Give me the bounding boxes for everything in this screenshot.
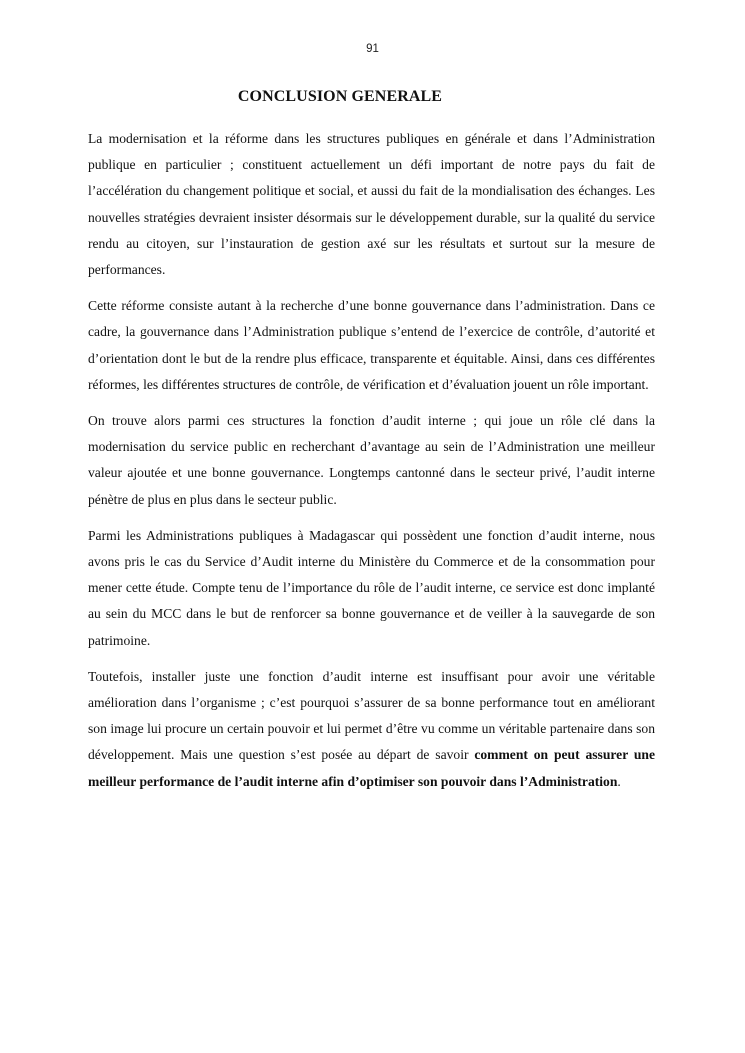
section-title: CONCLUSION GENERALE: [237, 88, 443, 105]
page-number: 91: [366, 43, 379, 55]
paragraph-5-text: Toutefois, installer juste une fonction d’audit interne est insuffisant pour avoir une véritable amélioration dans l’organisme ; c’est pourquoi s’assurer de sa bonne performance tout en améliorant son image lui procure un certain pouvoir et lui permet d’être vu comme un véritable partenaire dans son développement. Mais une question s’est posée au départ de savoir: [88, 668, 655, 763]
paragraph-4: Parmi les Administrations publiques à Madagascar qui possèdent une fonction d’audit interne, nous avons pris le cas du Service d’Audit interne du Ministère du Commerce et de la consommation pour mener cette étude. Compte tenu de l’importance du rôle de l’audit interne, ce service est donc implanté au sein du MCC dans le but de renforcer sa bonne gouvernance et de veiller à la sauvegarde de son patrimoine.: [88, 527, 655, 648]
paragraph-5: [88, 664, 655, 795]
paragraph-5-end: .: [617, 773, 621, 789]
research-question: comment on peut assurer une meilleur performance de l’audit interne afin d’optimiser son pouvoir dans l’Administration: [88, 747, 655, 789]
body-text: [88, 126, 655, 805]
paragraph-1: La modernisation et la réforme dans les structures publiques en générale et dans l’Administration publique en particulier ; constituent actuellement un défi important de notre pays du fait de l’accélération du changement politique et social, et aussi du fait de la mondialisation des échanges. Les nouvelles stratégies devraient insister désormais sur le développement durable, sur la qualité du service rendu au citoyen, sur l’instauration de gestion axé sur les résultats et surtout sur la mesure de performances.: [88, 131, 655, 278]
paragraph-3: On trouve alors parmi ces structures la fonction d’audit interne ; qui joue un rôle clé dans la modernisation du service public en recherchant d’avantage au sein de l’Administration une meilleur valeur ajoutée et une bonne gouvernance. Longtemps cantonné dans le secteur privé, l’audit interne pénètre de plus en plus dans le secteur public.: [88, 413, 655, 507]
paragraph-2: Cette réforme consiste autant à la recherche d’une bonne gouvernance dans l’administration. Dans ce cadre, la gouvernance dans l’Administration publique s’entend de l’exercice de contrôle, d’autorité et d’orientation dont le but de la rendre plus efficace, transparente et équitable. Ainsi, dans ces différentes réformes, les différentes structures de contrôle, de vérification et d’évaluation jouent un rôle important.: [88, 298, 655, 392]
